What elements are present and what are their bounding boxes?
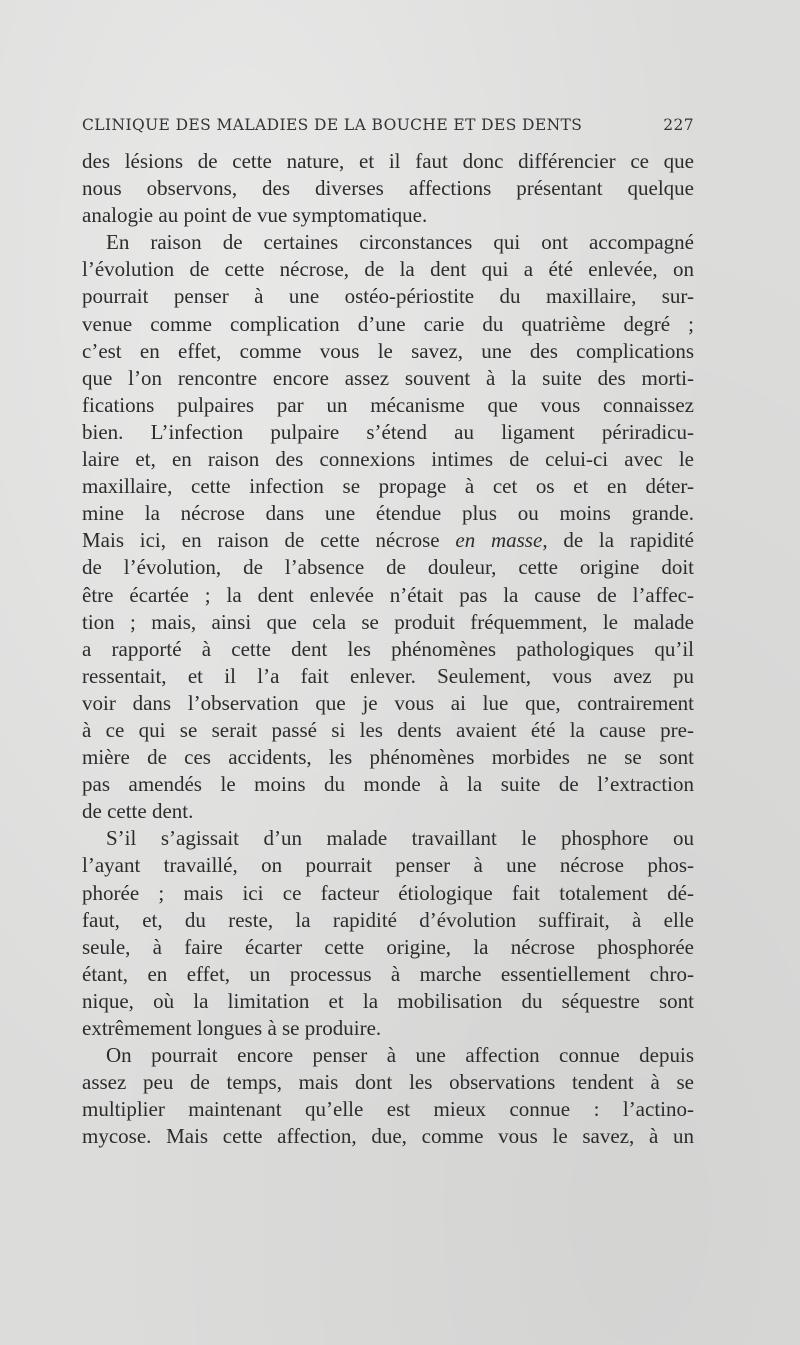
text-line: fications pulpaires par un mécanisme que vous connaissez — [82, 392, 694, 417]
text-run: , de la rapidité — [542, 528, 694, 553]
text-line: des lésions de cette nature, et il faut donc différencier ce que — [82, 149, 694, 173]
text-run: Mais ici, en raison de cette nécrose — [82, 528, 456, 553]
italic-phrase: en masse — [455, 528, 543, 553]
text-line: assez peu de temps, mais dont les observations tendent à se — [82, 1070, 694, 1095]
text-line: pas amendés le moins du monde à la suite de l’extraction — [82, 772, 694, 797]
text-line: analogie au point de vue symptomatique. — [82, 203, 428, 228]
text-line: l’évolution de cette nécrose, de la dent qui a été enlevée, on — [82, 257, 694, 282]
text-line: On pourrait encore penser à une affection connue depuis — [106, 1043, 694, 1068]
text-line: nique, où la limitation et la mobilisation du séquestre sont — [82, 988, 694, 1013]
text-line: que l’on rencontre encore assez souvent à la suite des morti- — [82, 365, 694, 390]
text-line: phorée ; mais ici ce facteur étiologique fait totalement dé- — [82, 880, 694, 905]
text-line: maxillaire, cette infection se propage à cet os et en déter- — [82, 474, 694, 499]
text-line: c’est en effet, comme vous le savez, une des complications — [82, 338, 694, 363]
text-line: laire et, en raison des connexions intimes de celui-ci avec le — [82, 447, 694, 472]
text-line: S’il s’agissait d’un malade travaillant le phosphore ou — [106, 826, 694, 851]
text-line: bien. L’infection pulpaire s’étend au ligament périradicu- — [82, 419, 694, 444]
body-text — [82, 148, 694, 1150]
text-line: être écartée ; la dent enlevée n’était pas la cause de l’affec- — [82, 582, 694, 607]
text-line: mière de ces accidents, les phénomènes morbides ne se sont — [82, 745, 694, 770]
text-line: mine la nécrose dans une étendue plus ou moins grande. — [82, 501, 694, 526]
text-line: nous observons, des diverses affections présentant quelque — [82, 176, 694, 201]
text-line: à ce qui se serait passé si les dents avaient été la cause pre- — [82, 717, 694, 742]
text-line: venue comme complication d’une carie du quatrième degré ; — [82, 311, 694, 336]
text-line: étant, en effet, un processus à marche essentiellement chro- — [82, 961, 694, 986]
text-line: de l’évolution, de l’absence de douleur, cette origine doit — [82, 555, 694, 580]
text-line: pourrait penser à une ostéo-périostite du maxillaire, sur- — [82, 284, 694, 309]
text-line: mycose. Mais cette affection, due, comme vous le savez, à un — [82, 1124, 694, 1149]
text-line: tion ; mais, ainsi que cela se produit fréquemment, le malade — [82, 609, 694, 634]
text-line: de cette dent. — [82, 799, 194, 824]
text-line: faut, et, du reste, la rapidité d’évolution suffirait, à elle — [82, 907, 694, 932]
text-line: a rapporté à cette dent les phénomènes pathologiques qu’il — [82, 636, 694, 661]
text-line: voir dans l’observation que je vous ai lue que, contrairement — [82, 690, 694, 715]
page-number: 227 — [663, 116, 694, 134]
text-line: extrêmement longues à se produire. — [82, 1016, 382, 1040]
text-line: ressentait, et il l’a fait enlever. Seulement, vous avez pu — [82, 663, 694, 688]
text-line: multiplier maintenant qu’elle est mieux connue : l’actino- — [82, 1097, 694, 1122]
text-line: seule, à faire écarter cette origine, la nécrose phosphorée — [82, 934, 694, 959]
text-line: l’ayant travaillé, on pourrait penser à une nécrose phos- — [82, 853, 694, 878]
running-head-title: CLINIQUE DES MALADIES DE LA BOUCHE ET DES DENTS — [82, 116, 583, 134]
text-line — [82, 527, 694, 554]
running-head — [82, 116, 694, 140]
text-line: En raison de certaines circonstances qui ont accompagné — [106, 230, 694, 255]
